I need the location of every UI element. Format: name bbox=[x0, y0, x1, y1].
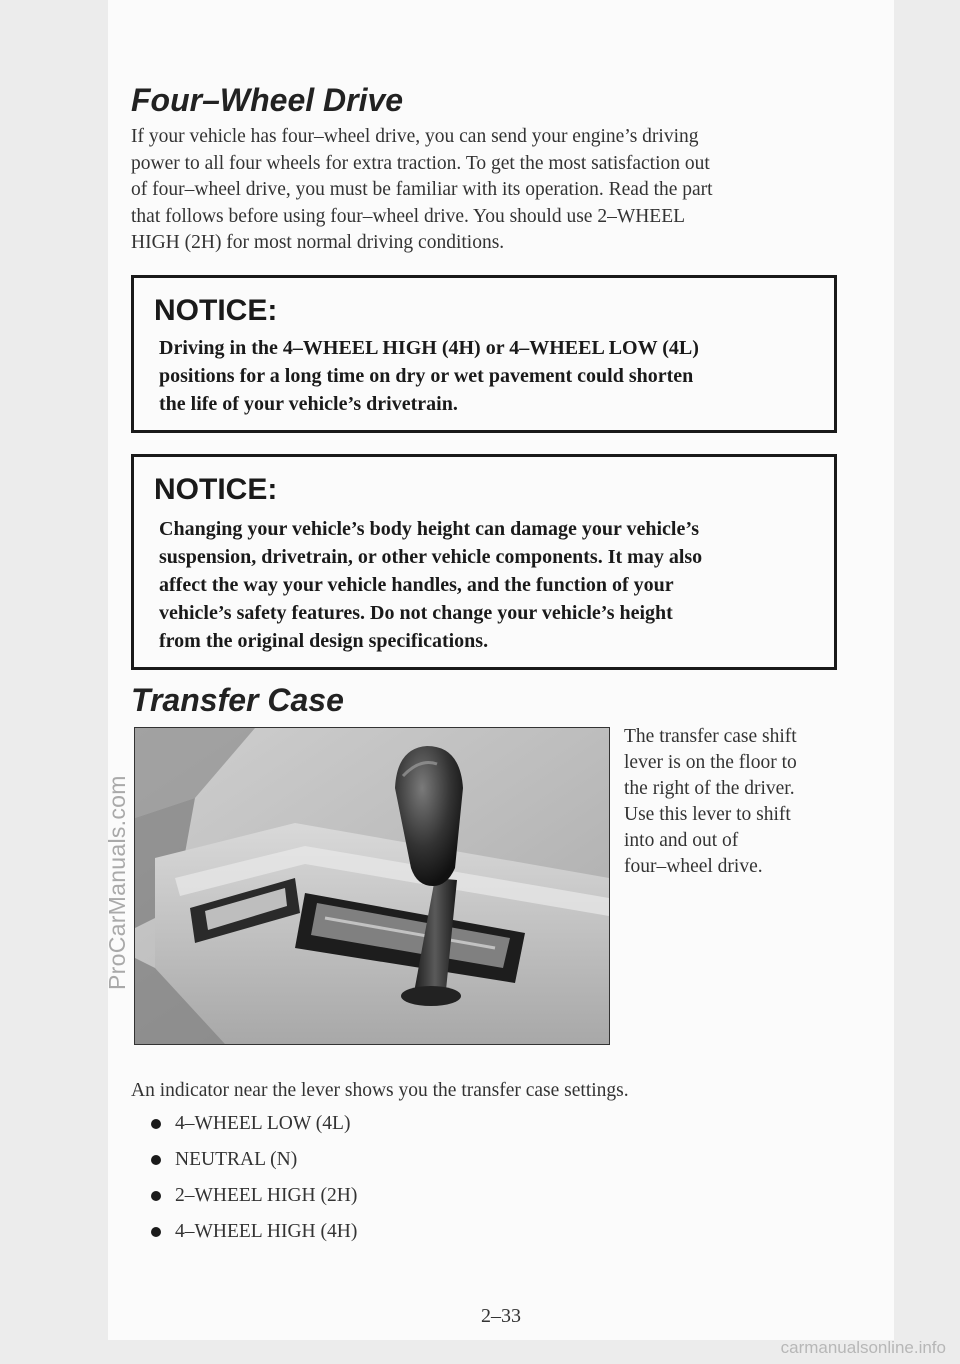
list-item bbox=[151, 1183, 357, 1219]
lever-photo-illustration bbox=[135, 728, 609, 1044]
notice-body bbox=[159, 334, 819, 418]
setting-label: 4–WHEEL HIGH (4H) bbox=[175, 1221, 358, 1242]
transfer-case-description bbox=[624, 724, 839, 880]
intro-line: that follows before using four–wheel drive. You should use 2–WHEEL bbox=[131, 205, 686, 227]
setting-label: 2–WHEEL HIGH (2H) bbox=[175, 1185, 358, 1206]
intro-line: of four–wheel drive, you must be familiar with its operation. Read the part bbox=[131, 179, 713, 200]
indicator-sentence: An indicator near the lever shows you the transfer case settings. bbox=[131, 1080, 629, 1101]
notice-line: suspension, drivetrain, or other vehicle components. It may also bbox=[159, 546, 703, 568]
side-line: the right of the driver. bbox=[624, 778, 795, 799]
intro-line: HIGH (2H) for most normal driving conditions. bbox=[131, 232, 505, 253]
transfer-case-lever-photo bbox=[134, 727, 610, 1045]
notice-box-body-height bbox=[131, 454, 837, 670]
bottom-watermark: carmanualsonline.info bbox=[780, 1338, 946, 1357]
transfer-case-settings-list bbox=[151, 1111, 357, 1255]
notice-line: vehicle’s safety features. Do not change your vehicle’s height bbox=[159, 602, 673, 624]
page-number: 2–33 bbox=[481, 1305, 521, 1327]
bullet-icon bbox=[151, 1191, 161, 1201]
list-item bbox=[151, 1111, 357, 1147]
setting-label: 4–WHEEL LOW (4L) bbox=[175, 1113, 351, 1134]
bullet-icon bbox=[151, 1227, 161, 1237]
notice-line: from the original design specifications. bbox=[159, 630, 489, 652]
side-line: The transfer case shift bbox=[624, 726, 797, 747]
intro-line: power to all four wheels for extra traction. To get the most satisfaction out bbox=[131, 152, 710, 174]
notice-line: positions for a long time on dry or wet pavement could shorten bbox=[159, 365, 694, 387]
intro-line: If your vehicle has four–wheel drive, you can send your engine’s driving bbox=[131, 126, 699, 147]
side-watermark: ProCarManuals.com bbox=[104, 775, 130, 990]
four-wheel-drive-heading: Four–Wheel Drive bbox=[131, 82, 404, 118]
side-line: into and out of bbox=[624, 830, 739, 851]
notice-title: NOTICE: bbox=[154, 473, 278, 506]
notice-line: affect the way your vehicle handles, and the function of your bbox=[159, 574, 674, 596]
side-line: Use this lever to shift bbox=[624, 804, 791, 825]
side-line: lever is on the floor to bbox=[624, 752, 797, 773]
notice-line: Driving in the 4–WHEEL HIGH (4H) or 4–WHEEL LOW (4L) bbox=[159, 337, 699, 359]
notice-box-drivetrain bbox=[131, 275, 837, 433]
list-item bbox=[151, 1147, 357, 1183]
setting-label: NEUTRAL (N) bbox=[175, 1149, 298, 1170]
notice-line: the life of your vehicle’s drivetrain. bbox=[159, 393, 458, 415]
side-line: four–wheel drive. bbox=[624, 856, 763, 877]
notice-line: Changing your vehicle’s body height can damage your vehicle’s bbox=[159, 518, 700, 540]
four-wheel-drive-intro bbox=[131, 124, 821, 257]
bullet-icon bbox=[151, 1119, 161, 1129]
bullet-icon bbox=[151, 1155, 161, 1165]
transfer-case-heading: Transfer Case bbox=[131, 682, 344, 718]
notice-body bbox=[159, 515, 819, 655]
notice-title: NOTICE: bbox=[154, 294, 278, 327]
list-item bbox=[151, 1219, 357, 1255]
